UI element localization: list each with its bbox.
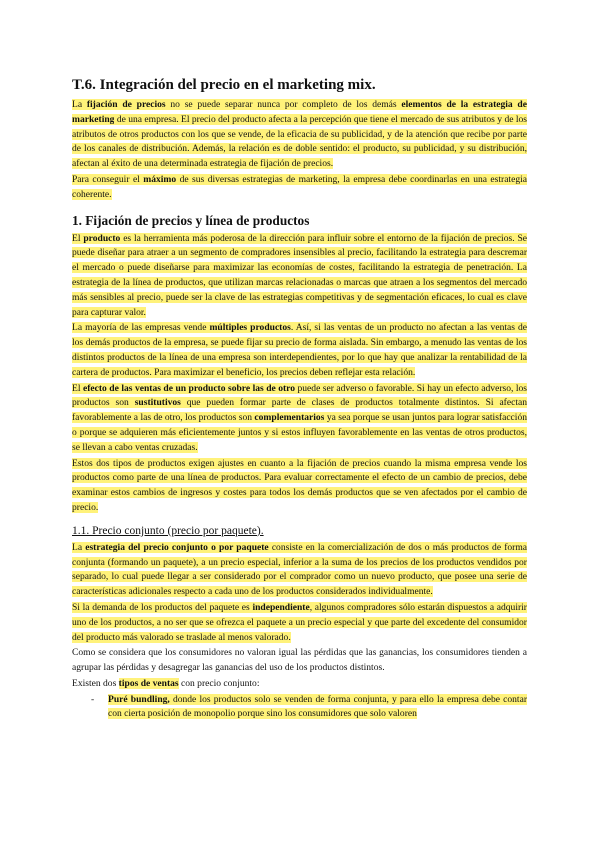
subsection-1-1-paragraph-3 [72, 646, 527, 676]
text-run: Para conseguir el [72, 173, 144, 185]
list-item [91, 693, 528, 723]
bold-run: estrategia del precio conjunto o por paquete [85, 541, 269, 553]
bold-run: Puré bundling, [108, 693, 170, 705]
section-1-paragraph-3 [72, 382, 527, 456]
text-run: El [72, 232, 84, 244]
bold-run: tipos de ventas [118, 677, 179, 689]
text-run: Como se considera que los consumidores no valoran igual las pérdidas que las ganancias, los consumidores tienden a agrupar las pérdidas y desagregar las ganancias del uso de los productos distintos. [72, 647, 527, 674]
bold-run: complementarios [254, 412, 325, 424]
text-run: La [72, 541, 86, 553]
section-1-paragraph-1 [72, 232, 527, 321]
text-run: Estos dos tipos de productos exigen ajustes en cuanto a la fijación de precios cuando la misma empresa vende los productos como parte de una línea de productos. Para evaluar correctamente el efecto de un cambio de precios, debe examinar estos cambios de ingresos y costes para todos los demás productos que se ven afectados por el cambio de precio. [72, 457, 527, 513]
text-run: de una empresa. El precio del producto afecta a la percepción que tiene el mercado de sus atributos y de los atributos de otros productos con los que se vende, de la eficacia de su publicidad, y de la atención que recibe por parte de los canales de distribución. Además, la relación es de doble sentido: el producto, su publicidad, y su distribución, afectan al éxito de una determinada estrategia de fijación de precios. [72, 113, 527, 170]
text-run: con precio conjunto: [178, 677, 260, 689]
text-run: de sus diversas estrategias de marketing, la empresa debe coordinarlas en una estrategia coherente. [72, 173, 527, 200]
text-run: Existen dos [72, 677, 119, 689]
section-1-paragraph-2 [72, 321, 527, 380]
bold-run: múltiples productos [209, 322, 291, 334]
bold-run: elementos de la estrategia de marketing [72, 99, 527, 125]
text-run: ya sea porque se usan juntos para lograr satisfacción o porque se adquieren más eficientemente juntos y si estos influyen favorablemente en las ventas de otros productos, se llevan a cabo ventas cruzadas. [72, 412, 527, 453]
text-run: puede ser adverso o favorable. Si hay un efecto adverso, los productos son [72, 382, 527, 409]
bold-run: independiente [252, 601, 310, 613]
text-run: es la herramienta más poderosa de la dirección para influir sobre el entorno de la fijación de precios. Se puede diseñar para atraer a un segmento de compradores insensibles al precio, facilitando la estrategia para descremar el mercado o puede diseñarse para maximizar las economías de costes, facilitando la estrategia de penetración. La estrategia de la línea de productos, que utilizan marcas relacionadas o marcas que atraen a los segmentos del mercado más sensibles al precio, puede ser la clave de las estrategias competitivas y de segmentación eficaces, lo cual es clave para capturar valor. [72, 232, 527, 318]
list-item-text [108, 694, 527, 720]
list-dash: - [91, 693, 95, 705]
text-run: . Así, si las ventas de un producto no afectan a las ventas de los demás productos de la empresa, se puede fijar su precio de forma aislada. Sin embargo, a menudo las ventas de los distintos productos de la línea de una empresa son interdependientes, por lo que hay que analizar la rentabilidad de la cartera de productos. Para maximizar el beneficio, los precios deben reflejar esta relación. [72, 322, 527, 378]
subsection-1-1-paragraph-2 [72, 601, 527, 645]
text-run: donde los productos solo se venden de forma conjunta, y para ello la empresa debe contar con cierta posición de monopolio porque sino los consumidores que solo valoren [108, 693, 528, 720]
text-run: que pueden formar parte de clases de productos totalmente distintos. Si afectan favorablemente a las de otro, los productos son [72, 397, 528, 424]
bold-run: fijación de precios [86, 99, 166, 110]
bold-run: producto [83, 232, 121, 244]
subsection-1-1-paragraph-1 [72, 541, 527, 600]
bold-run: sustitutivos [134, 397, 181, 409]
text-run: La [72, 99, 87, 110]
section-1-heading: 1. Fijación de precios y línea de productos [72, 212, 310, 228]
text-run: , algunos compradores sólo estarán dispuestos a adquirir uno de los productos, a no ser que se ofrezca el paquete a un precio especial y que parte del excedente del consumidor del producto más valorado se traslade al menos valorado. [72, 601, 527, 643]
intro-paragraph-1 [72, 98, 527, 172]
section-1-paragraph-4 [72, 457, 527, 516]
text-run: El [72, 382, 83, 394]
text-run: Si la demanda de los productos del paquete es [72, 601, 253, 613]
intro-paragraph-2 [72, 173, 527, 203]
subsection-1-1-heading: 1.1. Precio conjunto (precio por paquete). [72, 524, 264, 537]
text-run: La mayoría de las empresas vende [72, 322, 210, 334]
subsection-1-1-paragraph-4 [72, 677, 527, 692]
sales-types-list [72, 693, 527, 723]
bold-run: efecto de las ventas de un producto sobre las de otro [82, 382, 296, 394]
text-run: no se puede separar nunca por completo de los demás [165, 99, 402, 110]
bold-run: máximo [143, 173, 177, 185]
text-run: consiste en la comercialización de dos o más productos de forma conjunta (formando un paquete), a un precio especial, inferior a la suma de los precios de los productos vendidos por separado, lo cual puede llegar a ser considerado por el comprador como un nuevo producto, que posee una serie de características adicionales respecto a cada uno de los productos considerados individualmente. [72, 541, 527, 598]
page-title: T.6. Integración del precio en el marketing mix. [72, 77, 376, 93]
